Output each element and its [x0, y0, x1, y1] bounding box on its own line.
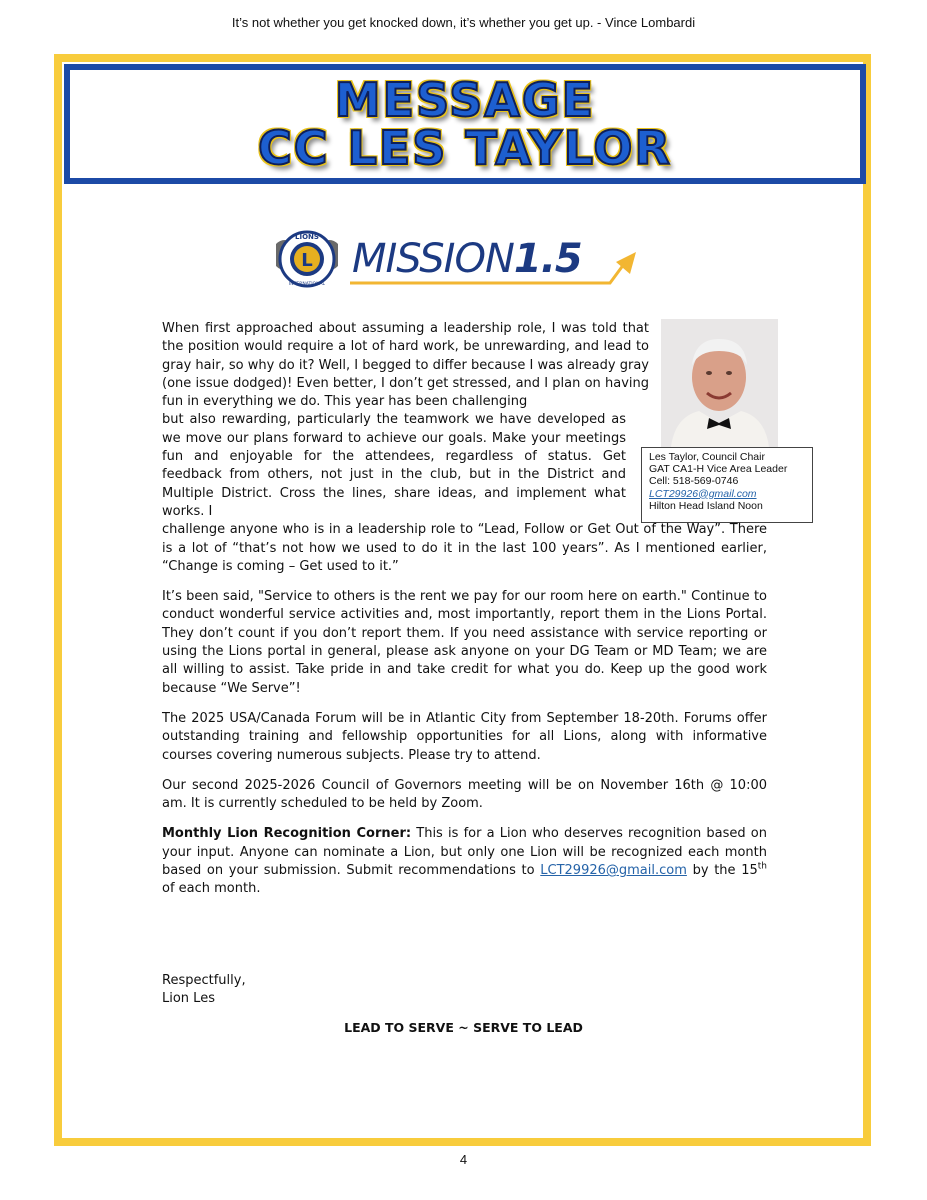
paragraph-2: It’s been said, "Service to others is the rent we pay for our room here on earth." Continue to conduct wonderful service activities and, most importantly, report them in the Lions Portal. They don’t count if you don’t report them. If you need assistance with service reporting or using the Lions portal in general, please ask anyone on your DG Team or MD Team; we are all willing to assist. Take pride in and take credit for what you do. Keep up the good work because “We Serve”!	[162, 589, 767, 696]
caption-club: Hilton Head Island Noon	[649, 499, 763, 512]
recognition-tail-b: of each month.	[162, 881, 261, 897]
message-body	[162, 320, 767, 911]
recognition-heading: Monthly Lion Recognition Corner:	[162, 826, 412, 842]
mission-word: MISSION	[352, 236, 514, 282]
caption-title: GAT CA1-H Vice Area Leader	[649, 463, 788, 476]
recognition-text: This is for a Lion who deserves recognition based on your input. Anyone can nominate a Lion, but only one Lion will be recognized each month based on your submission. Submit recommendations to	[162, 826, 767, 879]
signoff-line-1: Respectfully,	[162, 973, 246, 988]
page-number: 4	[459, 1152, 468, 1167]
header-quote: It’s not whether you get knocked down, it’s whether you get up. - Vince Lombardi	[231, 15, 696, 30]
title-banner-inner	[68, 68, 862, 180]
mission-number: 1.5	[513, 236, 582, 282]
arrow-swoosh-icon	[348, 248, 640, 288]
lions-emblem-top: LIONS	[295, 233, 319, 241]
lions-emblem-center: L	[301, 250, 313, 271]
signoff	[162, 972, 246, 1008]
signoff-line-2: Lion Les	[162, 991, 215, 1006]
paragraph-1	[162, 320, 767, 576]
paragraph-5	[162, 825, 767, 898]
recognition-email-link[interactable]: LCT29926@gmail.com	[540, 863, 687, 879]
recognition-superscript: th	[757, 861, 767, 872]
motto: LEAD TO SERVE ~ SERVE TO LEAD	[344, 1020, 583, 1035]
title-banner	[64, 64, 866, 184]
paragraph-1-part-b: but also rewarding, particularly the teamwork we have developed as we move our plans forward to achieve our goals. Make your meetings fun and enjoyable for the attendees, regardless of status. Get feedback from others, not just in the club, but in the District and Multiple District. Cross the lines, share ideas, and implement what works. I	[162, 412, 626, 519]
banner-line-1: MESSAGE	[334, 73, 596, 127]
caption-cell: Cell: 518-569-0746	[649, 475, 739, 488]
lions-emblem-bottom: INTERNATIONAL	[288, 282, 326, 287]
paragraph-4: Our second 2025-2026 Council of Governors meeting will be on November 16th @ 10:00 am. It is currently scheduled to be held by Zoom.	[162, 777, 767, 812]
caption-name: Les Taylor, Council Chair	[649, 451, 765, 463]
banner-line-2: CC LES TAYLOR	[258, 121, 672, 175]
lions-emblem-icon	[272, 226, 342, 292]
paragraph-3: The 2025 USA/Canada Forum will be in Atlantic City from September 18-20th. Forums offer outstanding training and fellowship opportunities for all Lions, along with informative courses covering numerous subjects. Please try to attend.	[162, 710, 767, 763]
caption-email-link[interactable]: LCT29926@gmail.com	[649, 487, 757, 500]
paragraph-1-part-a: When first approached about assuming a leadership role, I was told that the position would require a lot of hard work, be unrewarding, and lead to gray hair, so why do it? Well, I begged to differ because I was already gray (one issue dodged)! Even better, I don’t get stressed, and I plan on having fun in everything we do. This year has been challenging	[162, 321, 649, 410]
paragraph-1-part-c: challenge anyone who is in a leadership role to “Lead, Follow or Get Out of the Way”. There is a lot of “that’s not how we used to do it in the last 100 years”. As I mentioned earlier, “Change is coming – Get used to it.”	[162, 522, 767, 574]
recognition-tail-a: by the 15	[686, 863, 758, 879]
